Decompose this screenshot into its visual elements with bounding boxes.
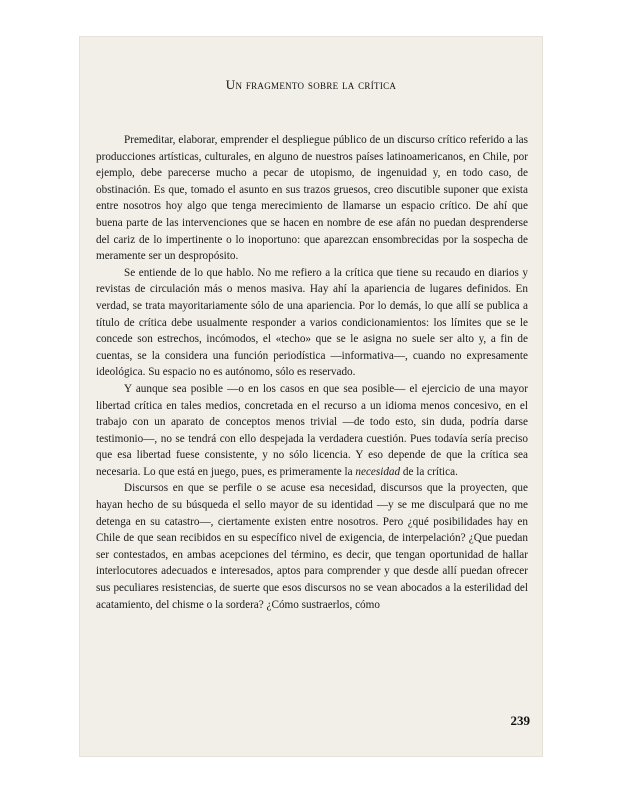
- paragraph-4: Discursos en que se perfile o se acuse esa necesidad, discursos que la proyecten, que hayan hecho de su búsqueda el sello mayor de su identidad —y se me disculpará que no me detenga en su catastro—, ciertamente existen entre nosotros. Pero ¿qué posibilidades hay en Chile de que sean recibidos en su específico nivel de exigencia, de interpelación? ¿Que puedan ser contestados, en ambas acepciones del término, es decir, que tengan oportunidad de hallar interlocutores adecuados e interesados, aptos para comprender y que desde allí puedan ofrecer sus peculiares resistencias, de suerte que esos discursos no se vean abocados a la esterilidad del acatamiento, del chisme o la sordera? ¿Cómo sustraerlos, cómo: [96, 482, 528, 611]
- paragraph-3-end: de la crítica.: [400, 465, 458, 478]
- paragraph-3: [96, 381, 528, 481]
- paragraph-1: Premeditar, elaborar, emprender el despliegue público de un discurso crítico referido a las producciones artísticas, culturales, en alguno de nuestros países latinoamericanos, en Chile, por ejemplo, debe parecerse mucho a pecar de utopismo, de ingenuidad y, en todo caso, de obstinación. Es que, tomado el asunto en sus trazos gruesos, creo discutible suponer que exista entre nosotros hoy algo que tenga merecimiento de llamarse un espacio crítico. De ahí que buena parte de las intervenciones que se hacen en nombre de ese afán no puedan desprenderse del cariz de lo impertinente o lo inoportuno: que aparezcan ensombrecidas por la sospecha de meramente ser un despropósito.: [96, 134, 528, 263]
- paragraph-3-text: Y aunque sea posible —o en los casos en que sea posible— el ejercicio de una mayor libertad crítica en tales medios, concretada en el recurso a un idioma menos concesivo, en el trabajo con un aparato de conceptos menos trivial —de todo esto, sin duda, podría darse testimonio—, no se tendrá con ello despejada la verdadera cuestión. Pues todavía sería preciso que esa libertad fuese consistente, y no sólo licencia. Y eso depende de que la crítica sea necesaria. Lo que está en juego, pues, es primeramente la: [96, 382, 528, 478]
- chapter-title: Un fragmento sobre la crítica: [225, 77, 397, 92]
- body-text: [96, 132, 528, 613]
- book-page: [80, 37, 542, 756]
- emphasis-necesidad: necesidad: [355, 465, 401, 478]
- paragraph-2: Se entiende de lo que hablo. No me refiero a la crítica que tiene su recaudo en diarios y revistas de circulación más o menos masiva. Hay ahí la apariencia de lugares definidos. En verdad, se trata mayoritariamente sólo de una apariencia. Por lo demás, lo que allí se publica a título de crítica debe usualmente responder a varios condicionamientos: los límites que se le concede son estrechos, incómodos, el «techo» que se le asigna no suele ser alto y, a fin de cuentas, se la considera una función periodística —informativa—, cuando no expresamente ideológica. Su espacio no es autónomo, sólo es reservado.: [96, 266, 528, 379]
- page-number: 239: [510, 713, 530, 728]
